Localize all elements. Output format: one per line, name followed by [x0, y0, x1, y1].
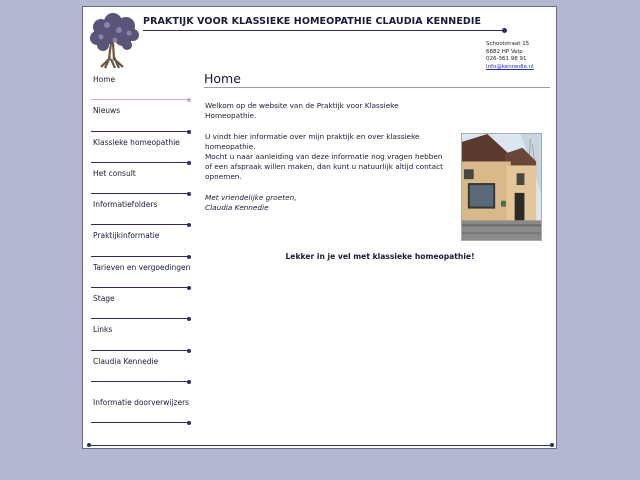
page-title: Home — [204, 71, 241, 86]
practice-photo — [461, 133, 542, 241]
nav-item-label: Links — [93, 325, 113, 335]
title-rule-dot — [502, 28, 507, 33]
page-container — [82, 6, 557, 449]
footer-rule — [89, 445, 552, 446]
site-title: PRAKTIJK VOOR KLASSIEKE HOMEOPATHIE CLAUDIA KENNEDIE — [143, 16, 482, 27]
tree-logo-icon — [89, 13, 139, 69]
heading-rule — [204, 87, 550, 88]
nav-item-label: Informatie doorverwijzers — [93, 397, 190, 407]
address-phone: 026-361 98 91 — [486, 56, 527, 63]
info-text-1: U vindt hier informatie over mijn praktijk en over klassieke homeopathie. — [205, 131, 420, 151]
info-text — [205, 132, 445, 183]
nav-item-claudia-kennedie[interactable] — [91, 351, 193, 382]
address-street: Schoolstraat 15 — [486, 41, 530, 47]
nav-item-tarieven[interactable] — [91, 257, 193, 288]
footer-rule-dot-right — [550, 443, 554, 447]
signature: Claudia Kennedie — [205, 203, 269, 212]
nav-item-informatie-doorverwijzers[interactable] — [91, 382, 193, 423]
welcome-text: Welkom op de website van de Praktijk voor Klassieke Homeopathie. — [205, 101, 399, 121]
email-link[interactable]: info@kennedie.nl — [486, 63, 534, 70]
nav-item-label: Het consult — [93, 168, 136, 178]
nav-item-label: Nieuws — [93, 106, 121, 116]
info-text-2: Mocht u naar aanleiding van deze informatie nog vragen hebben of een afspraak willen maken, dan kunt u natuurlijk altijd contact opnemen. — [205, 152, 443, 182]
greeting-block — [205, 193, 445, 213]
nav-item-label: Home — [93, 75, 116, 84]
nav-item-praktijkinformatie[interactable] — [91, 225, 193, 256]
nav-item-het-consult[interactable] — [91, 163, 193, 194]
nav-item-informatiefolders[interactable] — [91, 194, 193, 225]
nav-item-label: Stage — [93, 294, 115, 304]
main-content — [205, 101, 445, 223]
title-rule — [143, 30, 503, 31]
nav-item-stage[interactable] — [91, 288, 193, 319]
sidebar-nav — [91, 69, 193, 423]
nav-item-klassieke-homeopathie[interactable] — [91, 132, 193, 163]
nav-item-label: Claudia Kennedie — [93, 356, 159, 366]
nav-item-label: Klassieke homeopathie — [93, 137, 180, 147]
nav-item-nieuws[interactable] — [91, 100, 193, 131]
nav-item-label: Informatiefolders — [93, 200, 158, 210]
nav-item-home[interactable] — [91, 69, 193, 100]
footer-rule-dot-left — [87, 443, 91, 447]
greeting: Met vriendelijke groeten, — [205, 192, 297, 202]
tagline: Lekker in je vel met klassieke homeopathie! — [285, 252, 475, 261]
nav-item-links[interactable] — [91, 319, 193, 350]
address-block — [486, 41, 534, 71]
nav-item-label: Tarieven en vergoedingen — [93, 262, 191, 272]
address-city: 6882 HP Velp — [486, 48, 523, 55]
nav-item-label: Praktijkinformatie — [93, 231, 160, 241]
